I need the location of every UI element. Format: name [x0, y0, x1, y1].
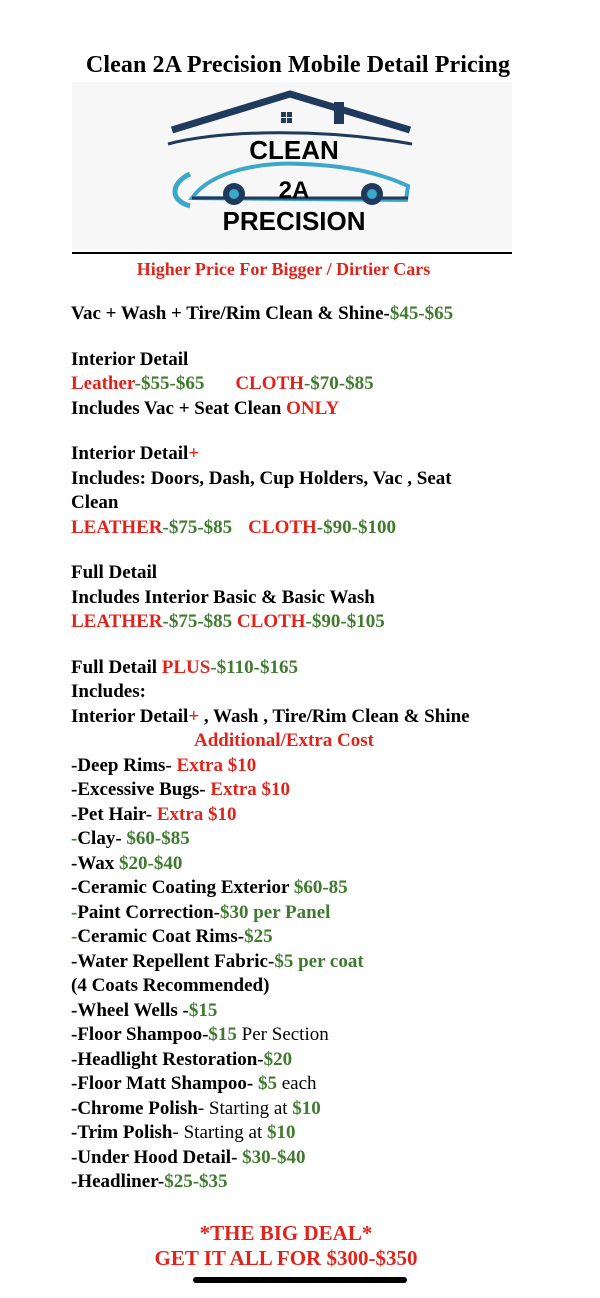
extra-clay: -Clay- $60-$85 [71, 828, 190, 849]
divider [72, 252, 512, 254]
extra-pet-hair: -Pet Hair- Extra $10 [71, 803, 237, 825]
extra-trim: -Trim Polish- Starting at $10 [71, 1122, 296, 1143]
extra-paint-correction: -Paint Correction-$30 per Panel [71, 901, 331, 923]
full-plus-includes: Interior Detail+ , Wash , Tire/Rim Clean & Shine [71, 705, 470, 727]
full-includes: Includes Interior Basic & Basic Wash [71, 586, 375, 608]
interior-plus-heading: Interior Detail+ [71, 443, 200, 464]
page-title: Clean 2A Precision Mobile Detail Pricing [85, 52, 511, 78]
extra-ceramic-rims: -Ceramic Coat Rims-$25 [71, 926, 273, 947]
extra-wax: -Wax $20-$40 [71, 852, 183, 874]
interior-heading: Interior Detail [71, 348, 189, 370]
basic-service: Vac + Wash + Tire/Rim Clean & Shine-$45-$65 [71, 303, 454, 324]
logo-text-2a: 2A [278, 177, 310, 204]
interior-plus-includes-cont: Clean [71, 492, 119, 513]
home-indicator[interactable] [193, 1277, 407, 1283]
extra-wheel-wells: -Wheel Wells -$15 [71, 999, 218, 1021]
full-heading: Full Detail [71, 562, 158, 583]
company-logo [72, 82, 512, 250]
full-prices: LEATHER-$75-$85 CLOTH-$90-$105 [71, 611, 385, 632]
big-deal-title: *THE BIG DEAL* [199, 1221, 373, 1245]
interior-includes: Includes Vac + Seat Clean ONLY [71, 397, 340, 419]
price: $45-$65 [389, 303, 454, 324]
full-plus-heading: Full Detail PLUS-$110-$165 [71, 656, 298, 678]
extra-chrome: -Chrome Polish- Starting at $10 [71, 1097, 321, 1119]
logo-text-precision: PRECISION [222, 206, 366, 236]
extra-bugs: -Excessive Bugs- Extra $10 [71, 779, 291, 800]
interior-plus-prices: LEATHER-$75-$85 CLOTH-$90-$100 [71, 516, 396, 538]
extra-water-repellent: -Water Repellent Fabric-$5 per coat [71, 950, 364, 972]
price-list [71, 302, 541, 1195]
big-deal-price: GET IT ALL FOR $300-$350 [154, 1246, 418, 1270]
interior-prices: Leather-$55-$65 CLOTH-$70-$85 [71, 373, 374, 394]
extra-under-hood: -Under Hood Detail- $30-$40 [71, 1146, 306, 1168]
extras-title: Additional/Extra Cost [194, 730, 374, 751]
car-house-logo-icon [72, 82, 512, 250]
interior-plus-includes: Includes: Doors, Dash, Cup Holders, Vac , Seat [71, 467, 452, 489]
big-deal [0, 1221, 572, 1271]
extra-headliner: -Headliner-$25-$35 [71, 1171, 228, 1192]
size-note: Higher Price For Bigger / Dirtier Cars [136, 259, 431, 279]
extra-deep-rims: -Deep Rims- Extra $10 [71, 754, 257, 776]
extra-floor-matt: -Floor Matt Shampoo- $5 each [71, 1073, 317, 1094]
extra-water-note: (4 Coats Recommended) [71, 975, 270, 996]
extra-ceramic-exterior: -Ceramic Coating Exterior $60-85 [71, 877, 348, 898]
extra-headlight: -Headlight Restoration-$20 [71, 1048, 293, 1070]
full-plus-includes-label: Includes: [71, 681, 146, 702]
logo-text-clean: CLEAN [249, 135, 339, 165]
extra-floor-shampoo: -Floor Shampoo-$15 Per Section [71, 1024, 329, 1045]
